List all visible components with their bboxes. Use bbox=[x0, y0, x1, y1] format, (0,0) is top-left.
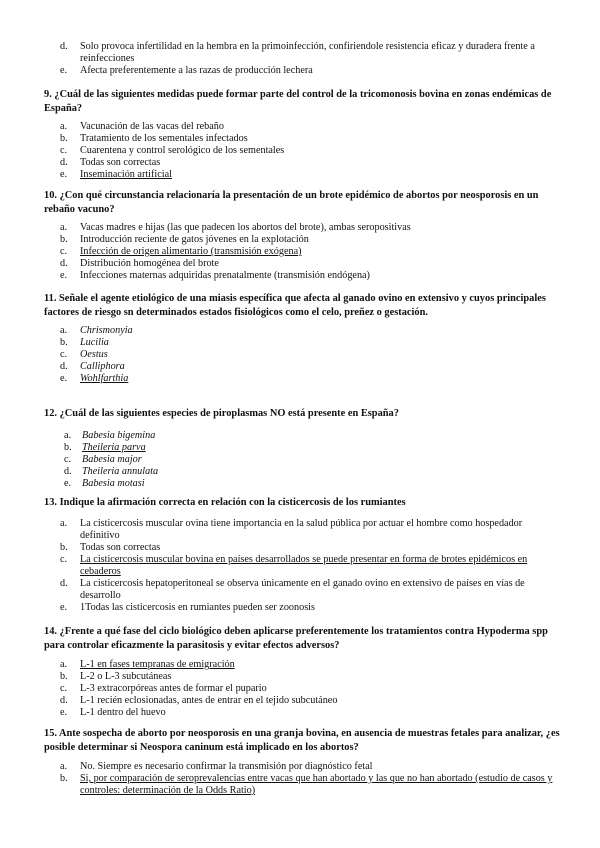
option-item bbox=[44, 157, 560, 169]
option-text: Introducción reciente de gatos jóvenes en la explotación bbox=[80, 234, 309, 245]
option-text: Babesia bigemina bbox=[82, 429, 156, 441]
option-list bbox=[44, 761, 560, 797]
question-text: 14. ¿Frente a qué fase del ciclo biológico deben aplicarse preferentemente los tratamientos contra Hypoderma spp para controlar eficazmente la parasitosis y evitar efectos adversos? bbox=[44, 626, 548, 651]
option-letter: b. bbox=[60, 773, 68, 784]
option-letter: a. bbox=[60, 325, 68, 336]
option-item bbox=[44, 133, 560, 145]
option-text: L-3 extracorpóreas antes de formar el pupario bbox=[80, 683, 267, 694]
option-letter: d. bbox=[60, 258, 68, 269]
option-item bbox=[44, 554, 560, 578]
option-letter: a. bbox=[60, 121, 68, 132]
question-14 bbox=[44, 625, 560, 719]
option-item bbox=[44, 337, 560, 349]
question-11 bbox=[44, 292, 560, 385]
option-item bbox=[44, 270, 560, 282]
option-list bbox=[44, 121, 560, 181]
option-letter: e. bbox=[64, 477, 72, 489]
option-item bbox=[44, 454, 560, 466]
option-letter: d. bbox=[60, 157, 68, 168]
option-letter: d. bbox=[64, 465, 72, 477]
option-text: Babesia motasi bbox=[82, 477, 145, 489]
option-text: Babesia major bbox=[82, 453, 142, 465]
option-item bbox=[44, 761, 560, 773]
option-letter: d. bbox=[60, 361, 68, 372]
option-item bbox=[44, 683, 560, 695]
option-text-correct: Wohlfarthia bbox=[80, 373, 129, 384]
option-letter: c. bbox=[60, 246, 68, 257]
option-list bbox=[44, 430, 560, 490]
option-letter: b. bbox=[64, 441, 72, 453]
option-text-correct: L-1 en fases tempranas de emigración bbox=[80, 659, 235, 670]
option-letter: c. bbox=[60, 349, 68, 360]
option-text: Chrismonyia bbox=[80, 325, 133, 336]
question-text: 10. ¿Con qué circunstancia relacionaría la presentación de un brote epidémico de abortos por neosporosis en un rebaño vacuno? bbox=[44, 190, 539, 215]
option-item bbox=[44, 373, 560, 385]
option-item bbox=[44, 145, 560, 157]
option-letter: b. bbox=[60, 337, 68, 348]
option-item bbox=[44, 578, 560, 602]
option-item bbox=[44, 773, 560, 797]
option-item bbox=[44, 41, 560, 65]
option-letter: b. bbox=[60, 671, 68, 682]
question-13 bbox=[44, 496, 560, 614]
option-text: Todas son correctas bbox=[80, 541, 161, 553]
option-item bbox=[44, 442, 560, 454]
option-text: La cisticercosis muscular ovina tiene importancia en la salud pública por actuar el hombre como hospedador definitivo bbox=[80, 517, 523, 541]
option-text-correct: Infección de origen alimentario (transmisión exógena) bbox=[80, 246, 302, 257]
option-text: Afecta preferentemente a las razas de producción lechera bbox=[80, 65, 313, 76]
option-letter: c. bbox=[60, 683, 68, 694]
question-9 bbox=[44, 88, 560, 181]
option-letter: e. bbox=[60, 707, 68, 718]
option-letter: e. bbox=[60, 373, 68, 384]
option-letter: c. bbox=[60, 145, 68, 156]
option-item bbox=[44, 478, 560, 490]
option-item bbox=[44, 258, 560, 270]
option-letter: a. bbox=[60, 659, 68, 670]
question-8-continuation bbox=[44, 41, 560, 77]
option-letter: d. bbox=[60, 41, 68, 52]
option-text: Lucilia bbox=[80, 337, 109, 348]
option-text: Oestus bbox=[80, 349, 108, 360]
option-text: Todas son correctas bbox=[80, 157, 161, 168]
question-text: 9. ¿Cuál de las siguientes medidas puede formar parte del control de la tricomonosis bovina en zonas endémicas de España? bbox=[44, 89, 552, 114]
option-letter: e. bbox=[60, 601, 68, 613]
question-text: 15. Ante sospecha de aborto por neosporosis en una granja bovina, en ausencia de muestras fetales para analizar, ¿es posible determinar si Neospora caninum está implicado en los abortos? bbox=[44, 728, 560, 753]
option-list bbox=[44, 325, 560, 385]
option-text: 1Todas las cisticercosis en rumiantes pueden ser zoonosis bbox=[80, 601, 315, 613]
question-15 bbox=[44, 727, 560, 797]
option-item bbox=[44, 659, 560, 671]
option-text-correct: Theileria parva bbox=[82, 441, 146, 453]
option-letter: d. bbox=[60, 577, 68, 589]
option-item bbox=[44, 169, 560, 181]
option-letter: a. bbox=[60, 222, 68, 233]
option-letter: b. bbox=[60, 541, 68, 553]
option-text: L-2 o L-3 subcutáneas bbox=[80, 671, 172, 682]
option-letter: a. bbox=[60, 761, 68, 772]
option-text: Solo provoca infertilidad en la hembra en la primoinfección, confiriendole resistencia eficaz y duradera frente a reinfecciones bbox=[80, 41, 535, 64]
option-item bbox=[44, 121, 560, 133]
option-letter: d. bbox=[60, 695, 68, 706]
option-text: L-1 dentro del huevo bbox=[80, 707, 166, 718]
question-10 bbox=[44, 189, 560, 282]
option-item bbox=[44, 695, 560, 707]
option-letter: e. bbox=[60, 169, 68, 180]
option-item bbox=[44, 222, 560, 234]
option-item bbox=[44, 671, 560, 683]
option-text: Distribución homogénea del brote bbox=[80, 258, 219, 269]
option-text-correct: Inseminación artificial bbox=[80, 169, 172, 180]
question-12 bbox=[44, 407, 560, 490]
option-item bbox=[44, 602, 560, 614]
option-item bbox=[44, 707, 560, 719]
option-letter: c. bbox=[64, 453, 72, 465]
option-letter: b. bbox=[60, 133, 68, 144]
option-letter: e. bbox=[60, 65, 68, 76]
option-text: Cuarentena y control serológico de los sementales bbox=[80, 145, 285, 156]
option-list bbox=[44, 659, 560, 719]
option-list bbox=[44, 41, 560, 77]
question-text: 11. Señale el agente etiológico de una miasis específica que afecta al ganado ovino en extensivo y cuyos principales factores de riesgo sn determinados estados fisiológicos como el celo, preñez o gestación. bbox=[44, 293, 546, 318]
option-item bbox=[44, 325, 560, 337]
option-letter: a. bbox=[64, 429, 72, 441]
option-text: Vacunación de las vacas del rebaño bbox=[80, 121, 224, 132]
option-item bbox=[44, 234, 560, 246]
option-text: Tratamiento de los sementales infectados bbox=[80, 133, 248, 144]
option-letter: a. bbox=[60, 517, 68, 529]
option-item bbox=[44, 430, 560, 442]
option-text-correct: La cisticercosis muscular bovina en países desarrollados se puede presentar en forma de brotes epidémicos en cebaderos bbox=[80, 553, 528, 577]
option-text: L-1 recién eclosionadas, antes de entrar en el tejido subcutáneo bbox=[80, 695, 338, 706]
question-text: 12. ¿Cuál de las siguientes especies de piroplasmas NO está presente en España? bbox=[44, 408, 399, 419]
option-letter: b. bbox=[60, 234, 68, 245]
option-text: Theileria annulata bbox=[82, 465, 159, 477]
option-letter: c. bbox=[60, 553, 68, 565]
option-text-correct: Si, por comparación de seroprevalencias entre vacas que han abortado y las que no han abortado (estudio de casos y controles: determinación de la Odds Ratio) bbox=[80, 773, 553, 796]
option-text: No. Siempre es necesario confirmar la transmisión por diagnóstico fetal bbox=[80, 761, 373, 772]
option-item bbox=[44, 246, 560, 258]
option-text: Calliphora bbox=[80, 361, 125, 372]
option-item bbox=[44, 518, 560, 542]
option-text: Infecciones maternas adquiridas prenatalmente (transmisión endógena) bbox=[80, 270, 370, 281]
option-letter: e. bbox=[60, 270, 68, 281]
question-text: 13. Indique la afirmación correcta en relación con la cisticercosis de los rumiantes bbox=[44, 497, 406, 508]
option-item bbox=[44, 361, 560, 373]
option-list bbox=[44, 518, 560, 614]
option-list bbox=[44, 222, 560, 282]
option-item bbox=[44, 466, 560, 478]
option-item bbox=[44, 542, 560, 554]
option-item bbox=[44, 349, 560, 361]
option-text: Vacas madres e hijas (las que padecen los abortos del brote), ambas seropositivas bbox=[80, 222, 411, 233]
option-text: La cisticercosis hepatoperitoneal se observa únicamente en el ganado ovino en extensivo de países en vías de desarrollo bbox=[80, 577, 525, 601]
option-item bbox=[44, 65, 560, 77]
